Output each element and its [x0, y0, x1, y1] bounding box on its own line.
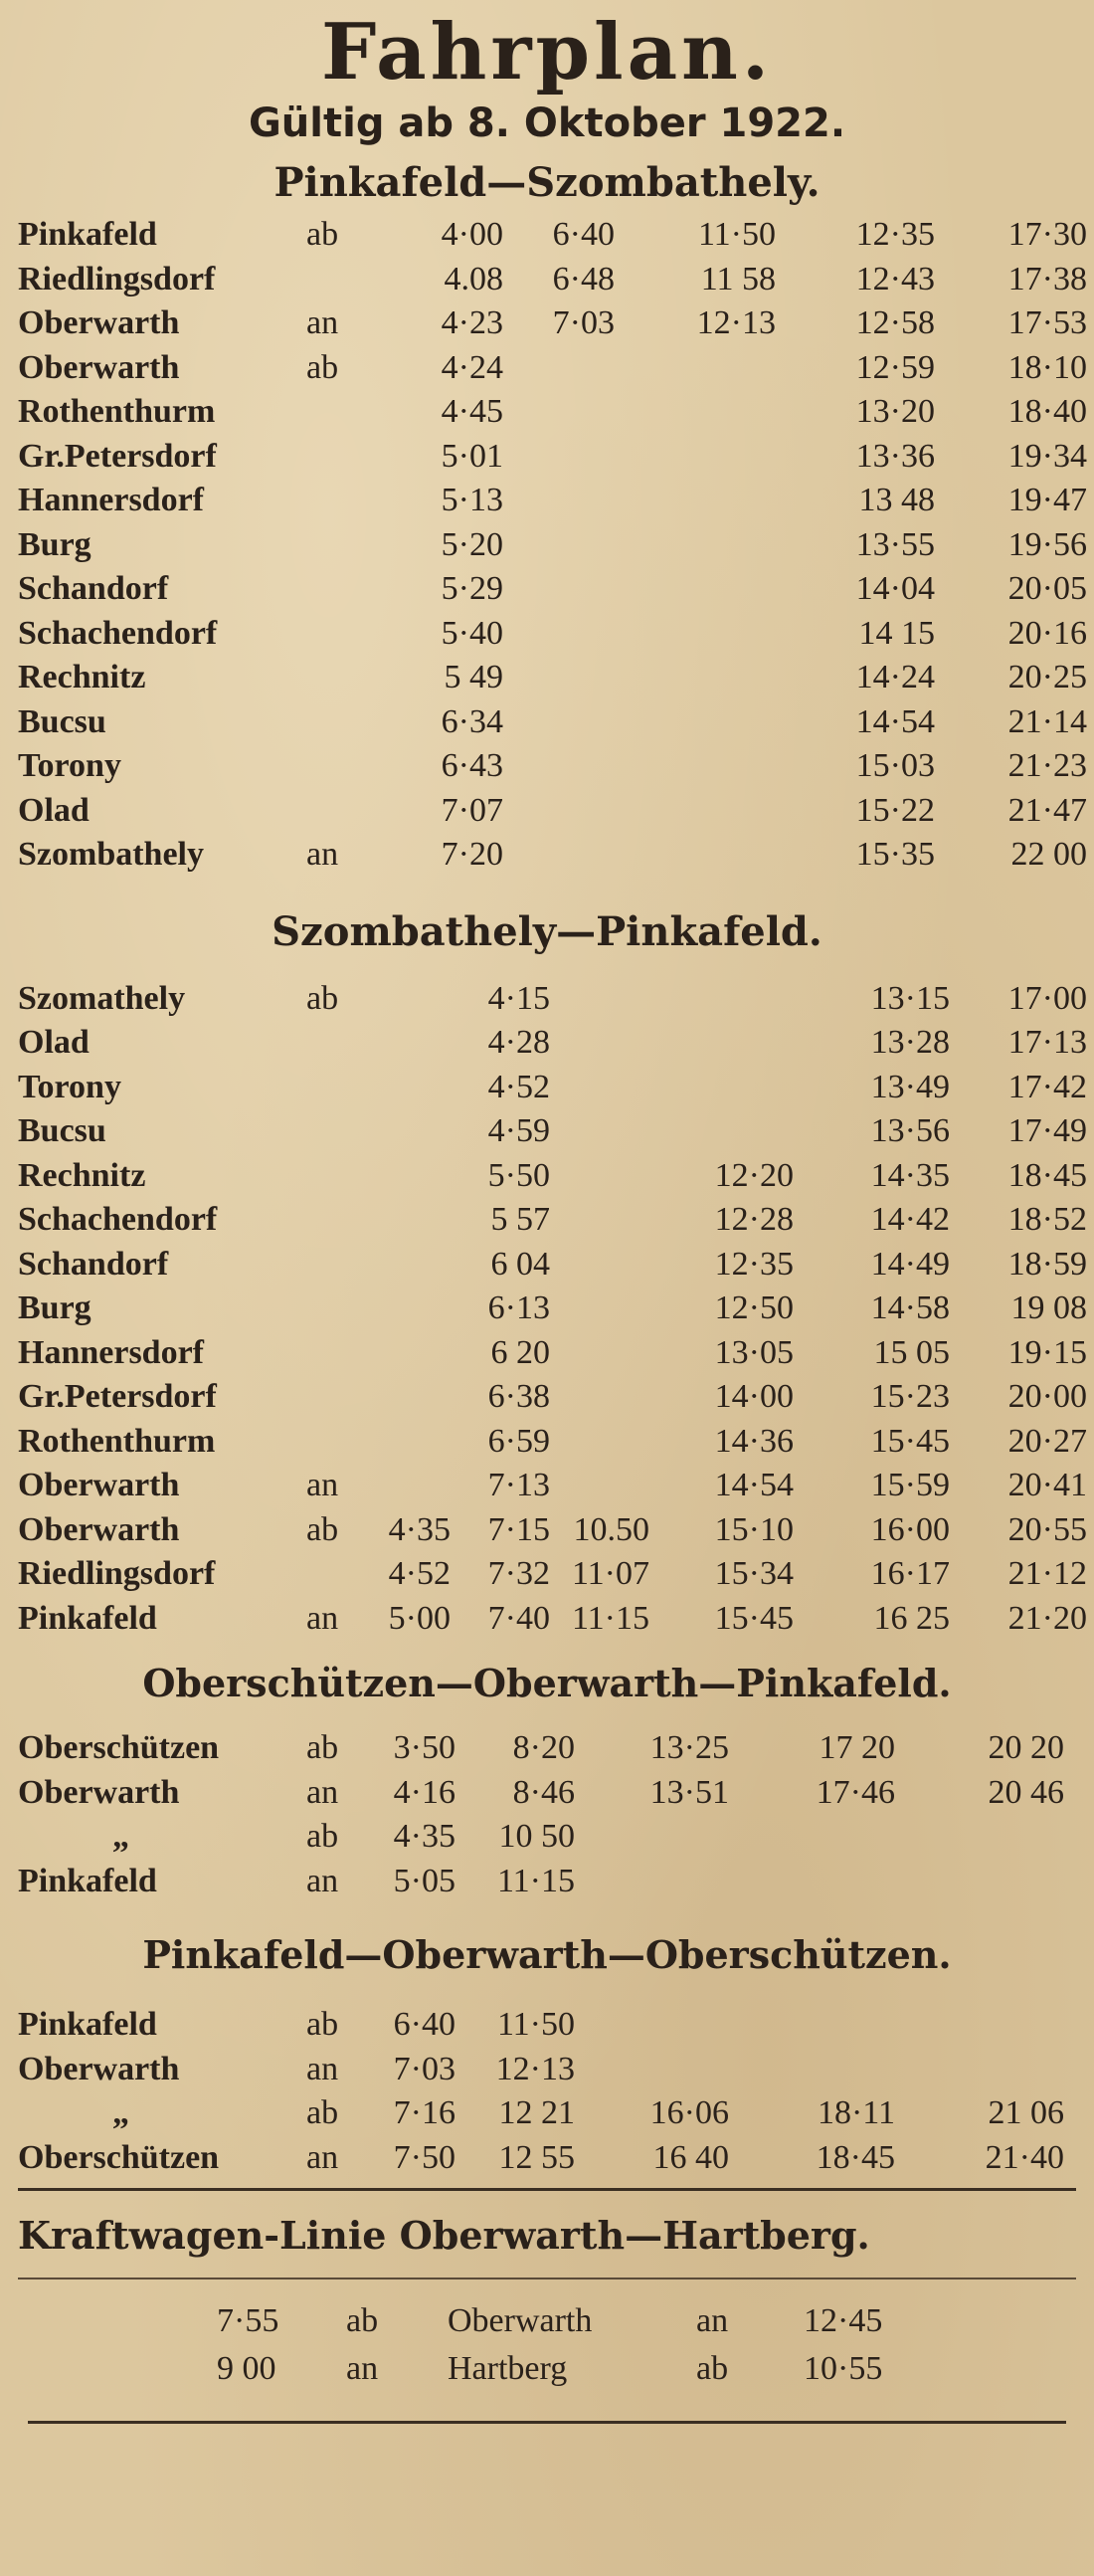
timetable-row	[18, 567, 1087, 612]
timetable-row	[18, 1552, 1087, 1597]
direction-label: an	[306, 1467, 339, 1503]
departure-time: 17·49	[1007, 1112, 1087, 1149]
station-name: Oberwarth	[18, 1467, 180, 1503]
station-name: Oberwarth	[18, 1510, 180, 1548]
timetable-row	[18, 2136, 1076, 2181]
timetable-row	[18, 435, 1087, 480]
departure-time: 6·43	[441, 747, 503, 784]
departure-time: 20·00	[1007, 1378, 1087, 1415]
departure-time: 12 21	[498, 2094, 575, 2131]
departure-time: 12·35	[714, 1245, 794, 1283]
direction-label: an	[306, 1862, 339, 1899]
bus-line-heading: Kraftwagen-Linie Oberwarth—Hartberg.	[18, 2213, 870, 2258]
departure-time: 14·24	[855, 659, 935, 695]
departure-time: 14·04	[855, 570, 935, 607]
departure-time: 17·38	[1007, 260, 1087, 297]
departure-time: 20 20	[988, 1729, 1064, 1766]
direction-label: an	[306, 836, 339, 873]
bus-time: 12·45	[804, 2302, 883, 2339]
direction-label: ab	[306, 1510, 339, 1548]
departure-time: 12·59	[855, 348, 935, 386]
station-name: Hannersdorf	[18, 482, 204, 518]
timetable-row	[18, 1109, 1087, 1154]
departure-time: 11·50	[496, 2006, 575, 2043]
bus-time: 10·55	[804, 2350, 883, 2387]
departure-time: 14·49	[870, 1245, 950, 1283]
timetable-row	[18, 612, 1087, 657]
departure-time: 14·54	[855, 702, 935, 740]
departure-time: 7·16	[393, 2094, 456, 2131]
departure-time: 4·35	[393, 1818, 456, 1855]
departure-time: 15·45	[714, 1599, 794, 1637]
timetable-row	[18, 479, 1087, 523]
departure-time: 14·42	[870, 1201, 950, 1238]
station-name: Pinkafeld	[18, 2006, 157, 2043]
departure-time: 18·52	[1007, 1201, 1087, 1238]
departure-time: 15 05	[873, 1333, 950, 1371]
departure-time: 8·20	[512, 1729, 575, 1766]
departure-time: 18·40	[1007, 393, 1087, 430]
station-name: Pinkafeld	[18, 1862, 157, 1899]
departure-time: 4·35	[388, 1510, 451, 1548]
station-name: Gr.Petersdorf	[18, 1378, 217, 1415]
timetable-row	[18, 390, 1087, 435]
station-name: Riedlingsdorf	[18, 260, 216, 297]
departure-time: 12·28	[714, 1201, 794, 1238]
departure-time: 6 20	[490, 1333, 550, 1371]
direction-label: ab	[306, 348, 339, 386]
timetable-row	[18, 301, 1087, 346]
section-divider	[18, 2188, 1076, 2191]
departure-time: 8·46	[512, 1773, 575, 1811]
validity-subtitle: Gültig ab 8. Oktober 1922.	[248, 100, 846, 146]
departure-time: 16·17	[870, 1555, 950, 1592]
departure-time: 15·59	[870, 1467, 950, 1503]
departure-time: 15·03	[855, 747, 935, 784]
departure-time: 16 40	[652, 2138, 729, 2176]
bus-stop-name: Oberwarth	[448, 2302, 593, 2339]
departure-time: 21·20	[1007, 1599, 1087, 1637]
departure-time: 6·59	[487, 1422, 550, 1460]
departure-time: 13·28	[870, 1024, 950, 1061]
departure-time: 4·15	[487, 979, 550, 1017]
departure-time: 6·38	[487, 1378, 550, 1415]
section-heading: Szombathely—Pinkafeld.	[272, 907, 822, 955]
departure-time: 18·11	[817, 2094, 895, 2131]
station-name: Schachendorf	[18, 1201, 218, 1238]
departure-time: 5 57	[490, 1201, 550, 1238]
departure-time: 4·52	[487, 1068, 550, 1105]
timetable-row	[18, 1021, 1087, 1066]
timetable-row	[18, 1066, 1087, 1110]
departure-time: 7·13	[487, 1467, 550, 1503]
departure-time: 14·54	[714, 1467, 794, 1503]
departure-time: 13·20	[855, 393, 935, 430]
departure-time: 21·14	[1007, 702, 1087, 740]
departure-time: 14·00	[714, 1378, 794, 1415]
departure-time: 14·36	[714, 1422, 794, 1460]
departure-time: 19·15	[1007, 1333, 1087, 1371]
departure-time: 7·50	[393, 2138, 456, 2176]
departure-time: 5·20	[441, 525, 503, 563]
departure-time: 12·35	[855, 216, 935, 253]
timetable-row	[18, 1287, 1087, 1331]
direction-label: an	[306, 1773, 339, 1811]
departure-time: 5·50	[487, 1156, 550, 1194]
station-name: Olad	[18, 1024, 90, 1061]
departure-time: 6 04	[490, 1245, 550, 1283]
bus-time: 7·55	[217, 2302, 279, 2339]
departure-time: 13·49	[870, 1068, 950, 1105]
departure-time: 15·35	[855, 836, 935, 873]
departure-time: 13 48	[858, 482, 935, 518]
timetable-row	[18, 1597, 1087, 1642]
departure-time: 17·30	[1007, 216, 1087, 253]
departure-time: 13·51	[649, 1773, 729, 1811]
departure-time: 6·40	[552, 216, 615, 253]
station-name: Schandorf	[18, 570, 169, 607]
departure-time: 4·59	[487, 1112, 550, 1149]
bus-timetable	[18, 2297, 1076, 2393]
timetable-row	[18, 213, 1087, 258]
departure-time: 10.50	[573, 1510, 649, 1548]
timetable-section	[18, 2003, 1076, 2180]
bottom-rule	[28, 2421, 1066, 2424]
departure-time: 20 46	[988, 1773, 1064, 1811]
timetable-row	[18, 656, 1087, 700]
departure-time: 3·50	[393, 1729, 456, 1766]
station-name: Szombathely	[18, 836, 204, 873]
timetable-row	[18, 1420, 1087, 1465]
page-title: Fahrplan.	[320, 7, 774, 98]
departure-time: 6·13	[487, 1289, 550, 1326]
timetable-row	[18, 1508, 1087, 1553]
departure-time: 12·20	[714, 1156, 794, 1194]
departure-time: 5·29	[441, 570, 503, 607]
direction-label: an	[306, 304, 339, 341]
station-name: Rothenthurm	[18, 393, 216, 430]
direction-label: ab	[306, 1818, 339, 1855]
timetable-row	[18, 1154, 1087, 1199]
departure-time: 5·05	[393, 1862, 456, 1899]
direction-label: an	[306, 2050, 339, 2087]
timetable-row	[18, 1198, 1087, 1243]
timetable-row	[18, 1243, 1087, 1288]
station-name: Rechnitz	[18, 659, 146, 695]
station-name: Schachendorf	[18, 614, 218, 652]
station-name: Pinkafeld	[18, 1599, 157, 1637]
departure-time: 5·01	[441, 437, 503, 475]
departure-time: 17·42	[1007, 1068, 1087, 1105]
departure-time: 18·59	[1007, 1245, 1087, 1283]
departure-time: 16 25	[873, 1599, 950, 1637]
departure-time: 17·13	[1007, 1024, 1087, 1061]
departure-time: 7·07	[441, 791, 503, 829]
station-name: Hannersdorf	[18, 1333, 204, 1371]
departure-time: 11·15	[496, 1862, 575, 1899]
departure-time: 4·28	[487, 1024, 550, 1061]
timetable-row	[18, 744, 1087, 789]
section-heading: Pinkafeld—Szombathely.	[274, 159, 820, 206]
timetable-row	[18, 258, 1087, 302]
departure-time: 17·53	[1007, 304, 1087, 341]
timetable-row	[18, 2091, 1076, 2136]
timetable-row	[18, 2003, 1076, 2048]
station-name: Oberschützen	[18, 2138, 220, 2176]
departure-time: 16·06	[649, 2094, 729, 2131]
departure-time: 12·13	[696, 304, 776, 341]
timetable-row	[18, 1331, 1087, 1376]
departure-time: 5·00	[388, 1599, 451, 1637]
direction-label: an	[306, 2138, 339, 2176]
timetable-row	[18, 1771, 1076, 1816]
departure-time: 4·23	[441, 304, 503, 341]
departure-time: 20·41	[1007, 1467, 1087, 1503]
timetable-row	[18, 700, 1087, 745]
timetable-row	[18, 789, 1087, 834]
timetable-section	[18, 1726, 1076, 1903]
departure-time: 15·45	[870, 1422, 950, 1460]
bus-time: 9 00	[217, 2350, 276, 2387]
station-name: Torony	[18, 747, 121, 784]
departure-time: 20·16	[1007, 614, 1087, 652]
departure-time: 11·07	[571, 1555, 649, 1592]
departure-time: 18·45	[1007, 1156, 1087, 1194]
departure-time: 4·24	[441, 348, 503, 386]
departure-time: 12·43	[855, 260, 935, 297]
departure-time: 17 20	[819, 1729, 895, 1766]
station-name: Oberwarth	[18, 2050, 180, 2087]
departure-time: 13·36	[855, 437, 935, 475]
departure-time: 14 15	[858, 614, 935, 652]
timetable-row	[18, 1860, 1076, 1904]
station-name: Bucsu	[18, 702, 106, 740]
station-name: Schandorf	[18, 1245, 169, 1283]
departure-time: 14·58	[870, 1289, 950, 1326]
station-name: Bucsu	[18, 1112, 106, 1149]
departure-time: 15·22	[855, 791, 935, 829]
departure-time: 7·15	[487, 1510, 550, 1548]
station-name: Szomathely	[18, 979, 186, 1017]
departure-time: 17·00	[1007, 979, 1087, 1017]
departure-time: 12·13	[495, 2050, 575, 2087]
bus-row	[18, 2345, 1076, 2393]
departure-time: 7·03	[552, 304, 615, 341]
station-name: Oberwarth	[18, 304, 180, 341]
station-name: Oberschützen	[18, 1729, 220, 1766]
station-name: Burg	[18, 525, 91, 563]
departure-time: 4·00	[441, 216, 503, 253]
departure-time: 21·40	[985, 2138, 1064, 2176]
bus-row	[18, 2297, 1076, 2345]
departure-time: 10 50	[498, 1818, 575, 1855]
departure-time: 14·35	[870, 1156, 950, 1194]
station-name: Gr.Petersdorf	[18, 437, 217, 475]
direction-label: ab	[306, 979, 339, 1017]
timetable-section	[18, 977, 1087, 1642]
departure-time: 12·50	[714, 1289, 794, 1326]
departure-time: 7·32	[487, 1555, 550, 1592]
station-name: Burg	[18, 1289, 91, 1326]
departure-time: 21·47	[1007, 791, 1087, 829]
station-name: Riedlingsdorf	[18, 1555, 216, 1592]
timetable-row	[18, 833, 1087, 878]
departure-time: 16·00	[870, 1510, 950, 1548]
timetable-section	[18, 213, 1087, 878]
section-heading: Oberschützen—Oberwarth—Pinkafeld.	[142, 1661, 952, 1705]
departure-time: 18·10	[1007, 348, 1087, 386]
departure-time: 21·23	[1007, 747, 1087, 784]
departure-time: 18·45	[816, 2138, 895, 2176]
departure-time: 15·10	[714, 1510, 794, 1548]
departure-time: 5·40	[441, 614, 503, 652]
departure-time: 11 58	[700, 260, 776, 297]
departure-time: 13·05	[714, 1333, 794, 1371]
departure-time: 6·34	[441, 702, 503, 740]
departure-time: 4·45	[441, 393, 503, 430]
direction-label: ab	[306, 216, 339, 253]
departure-time: 21·12	[1007, 1555, 1087, 1592]
direction-label: ab	[306, 2006, 339, 2043]
timetable-row	[18, 977, 1087, 1022]
departure-time: 6·40	[393, 2006, 456, 2043]
direction-label: ab	[306, 2094, 339, 2131]
departure-time: 20·27	[1007, 1422, 1087, 1460]
departure-time: 20·05	[1007, 570, 1087, 607]
timetable-row	[18, 346, 1087, 391]
station-name: Rothenthurm	[18, 1422, 216, 1460]
departure-time: 4.08	[444, 260, 503, 297]
departure-time: 20·55	[1007, 1510, 1087, 1548]
direction-label: ab	[696, 2350, 729, 2387]
departure-time: 12·58	[855, 304, 935, 341]
station-name: Pinkafeld	[18, 216, 157, 253]
departure-time: 19·47	[1007, 482, 1087, 518]
departure-time: 4·52	[388, 1555, 451, 1592]
departure-time: 15·34	[714, 1555, 794, 1592]
station-name: „	[112, 1818, 129, 1855]
departure-time: 13·25	[649, 1729, 729, 1766]
timetable-row	[18, 1726, 1076, 1771]
departure-time: 4·16	[393, 1773, 456, 1811]
departure-time: 21 06	[988, 2094, 1064, 2131]
departure-time: 12 55	[498, 2138, 575, 2176]
departure-time: 17·46	[816, 1773, 895, 1811]
departure-time: 20·25	[1007, 659, 1087, 695]
departure-time: 13·55	[855, 525, 935, 563]
departure-time: 5 49	[444, 659, 503, 695]
timetable-row	[18, 2048, 1076, 2092]
direction-label: an	[696, 2302, 729, 2339]
direction-label: ab	[346, 2302, 379, 2339]
station-name: Torony	[18, 1068, 121, 1105]
departure-time: 7·03	[393, 2050, 456, 2087]
timetable-row	[18, 1815, 1076, 1860]
departure-time: 19·34	[1007, 437, 1087, 475]
departure-time: 19·56	[1007, 525, 1087, 563]
departure-time: 15·23	[870, 1378, 950, 1415]
departure-time: 7·40	[487, 1599, 550, 1637]
direction-label: an	[346, 2350, 379, 2387]
departure-time: 13·15	[870, 979, 950, 1017]
departure-time: 7·20	[441, 836, 503, 873]
bus-stop-name: Hartberg	[448, 2350, 568, 2387]
station-name: Rechnitz	[18, 1156, 146, 1194]
departure-time: 22 00	[1010, 836, 1087, 873]
departure-time: 19 08	[1010, 1289, 1087, 1326]
direction-label: ab	[306, 1729, 339, 1766]
departure-time: 6·48	[552, 260, 615, 297]
station-name: Oberwarth	[18, 1773, 180, 1811]
station-name: „	[112, 2094, 129, 2131]
direction-label: an	[306, 1599, 339, 1637]
timetable-row	[18, 1464, 1087, 1508]
departure-time: 11·50	[697, 216, 776, 253]
section-heading: Pinkafeld—Oberwarth—Oberschützen.	[142, 1932, 952, 1977]
timetable-row	[18, 523, 1087, 568]
bus-divider	[18, 2278, 1076, 2279]
station-name: Olad	[18, 791, 90, 829]
departure-time: 11·15	[571, 1599, 649, 1637]
departure-time: 5·13	[441, 482, 503, 518]
station-name: Oberwarth	[18, 348, 180, 386]
timetable-row	[18, 1375, 1087, 1420]
departure-time: 13·56	[870, 1112, 950, 1149]
